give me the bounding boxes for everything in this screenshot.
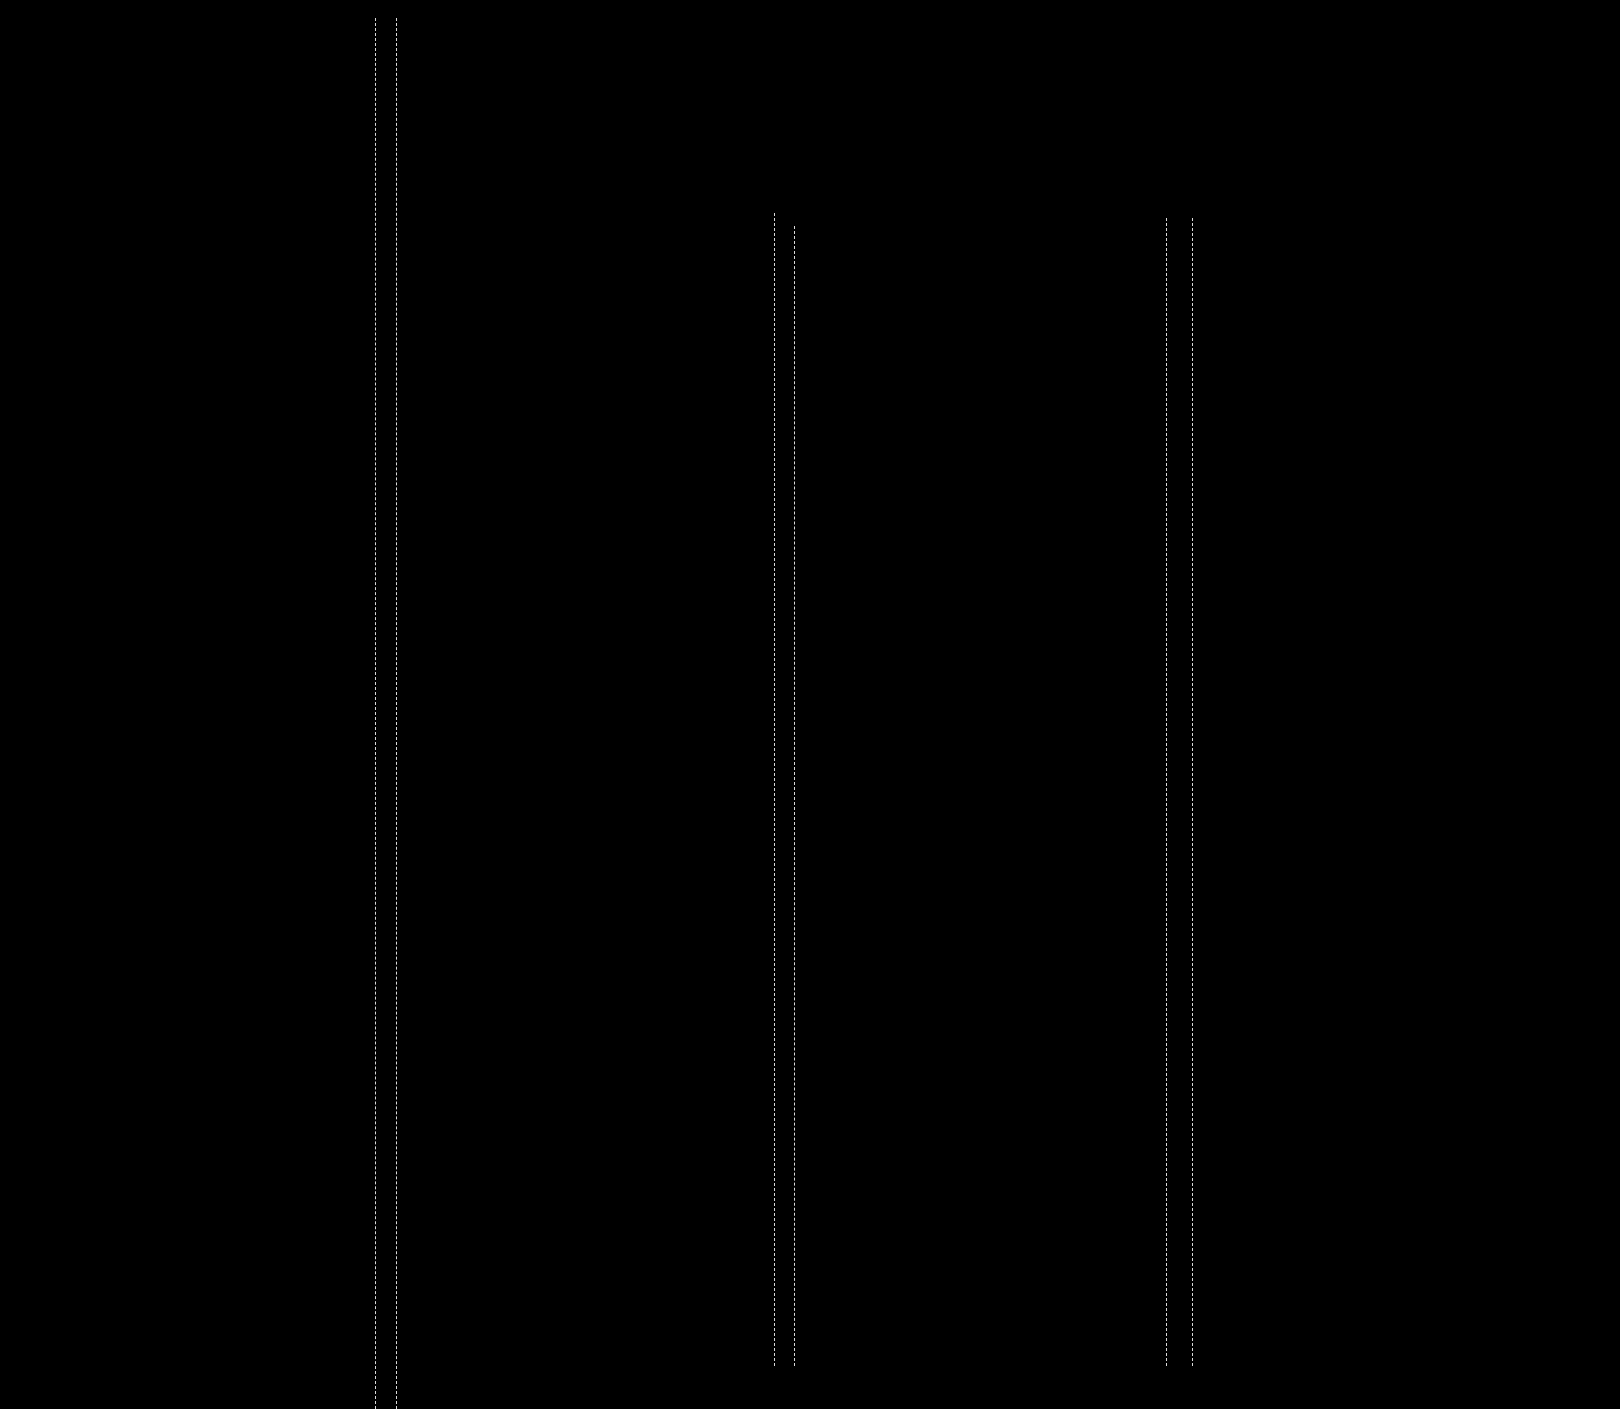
- guide-line-6: [1192, 218, 1193, 1366]
- guide-line-3: [774, 213, 775, 1366]
- guide-line-1: [375, 18, 376, 1409]
- guide-line-4: [794, 226, 795, 1366]
- guide-line-5: [1166, 218, 1167, 1366]
- guide-line-2: [396, 18, 397, 1409]
